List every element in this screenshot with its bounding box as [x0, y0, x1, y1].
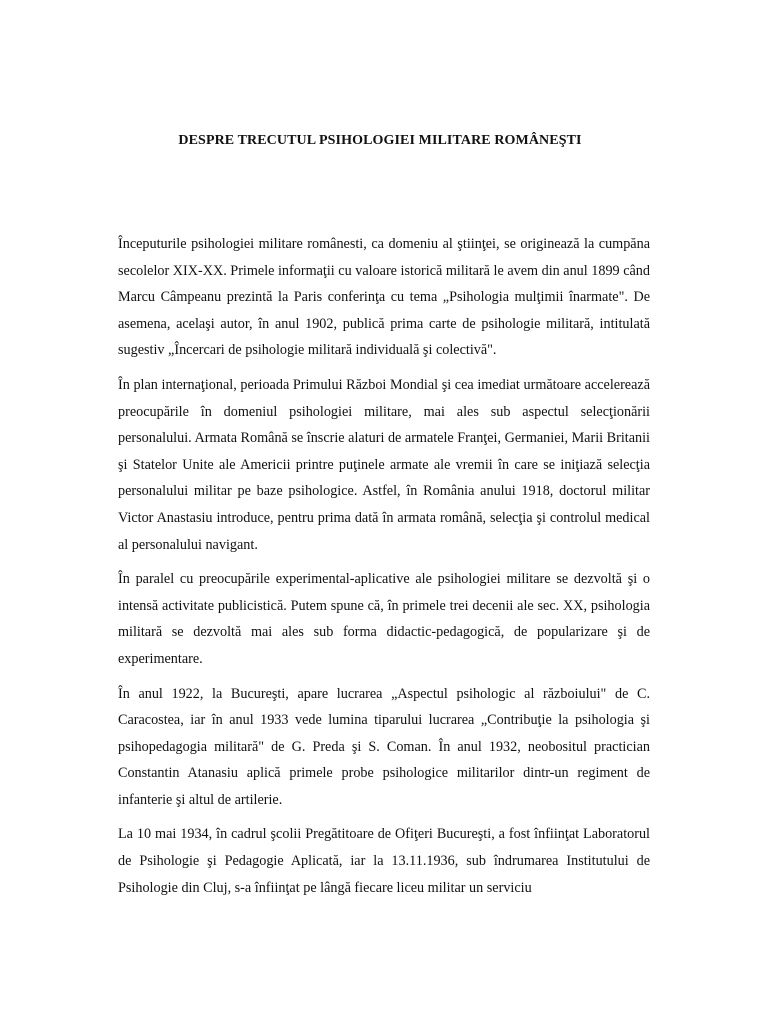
paragraph-3: În paralel cu preocupările experimental-aplicative ale psihologiei militare se dezvoltă şi o intensă activitate publicistică. Putem spune că, în primele trei decenii ale sec. XX, psihologia militară se dezvoltă mai ales sub forma didactic-pedagogică, de popularizare şi de experimentare.	[118, 571, 650, 667]
document-body	[118, 231, 650, 909]
document-title: DESPRE TRECUTUL PSIHOLOGIEI MILITARE ROMÂNEŞTI	[178, 133, 582, 148]
paragraph-5: La 10 mai 1934, în cadrul şcolii Pregătitoare de Ofiţeri Bucureşti, a fost înfiinţat Laboratorul de Psihologie şi Pedagogie Aplicată, iar la 13.11.1936, sub îndrumarea Institutului de Psihologie din Cluj, s-a înfiinţat pe lângă fiecare liceu militar un serviciu	[118, 826, 650, 896]
paragraph-2: În plan internaţional, perioada Primului Război Mondial şi cea imediat următoare accelerează preocupările în domeniul psihologiei militare, mai ales sub aspectul selecţionării personalului. Armata Română se înscrie alaturi de armatele Franţei, Germaniei, Marii Britanii şi Statelor Unite ale Americii printre puţinele armate ale vremii în care se iniţiază selecţia personalului militar pe baze psihologice. Astfel, în România anului 1918, doctorul militar Victor Anastasiu introduce, pentru prima dată în armata română, selecţia şi controlul medical al personalului navigant.	[118, 376, 650, 553]
paragraph-1: Începuturile psihologiei militare românesti, ca domeniu al ştiinţei, se originează la cumpăna secolelor XIX-XX. Primele informaţii cu valoare istorică militară le avem din anul 1899 când Marcu Câmpeanu prezintă la Paris conferinţa cu tema „Psihologia mulţimii înarmate". De asemena, acelaşi autor, în anul 1902, publică prima carte de psihologie militară, intitulată sugestiv „Încercari de psihologie militară individuală şi colectivă".	[118, 236, 650, 359]
paragraph-4: În anul 1922, la Bucureşti, apare lucrarea „Aspectul psihologic al războiului" de C. Caracostea, iar în anul 1933 vede lumina tiparului lucrarea „Contribuţie la psihologia şi psihopedagogia militară" de G. Preda şi S. Coman. În anul 1932, neobositul practician Constantin Atanasiu aplică primele probe psihologice militarilor dintr-un regiment de infanterie şi altul de artilerie.	[118, 685, 650, 808]
